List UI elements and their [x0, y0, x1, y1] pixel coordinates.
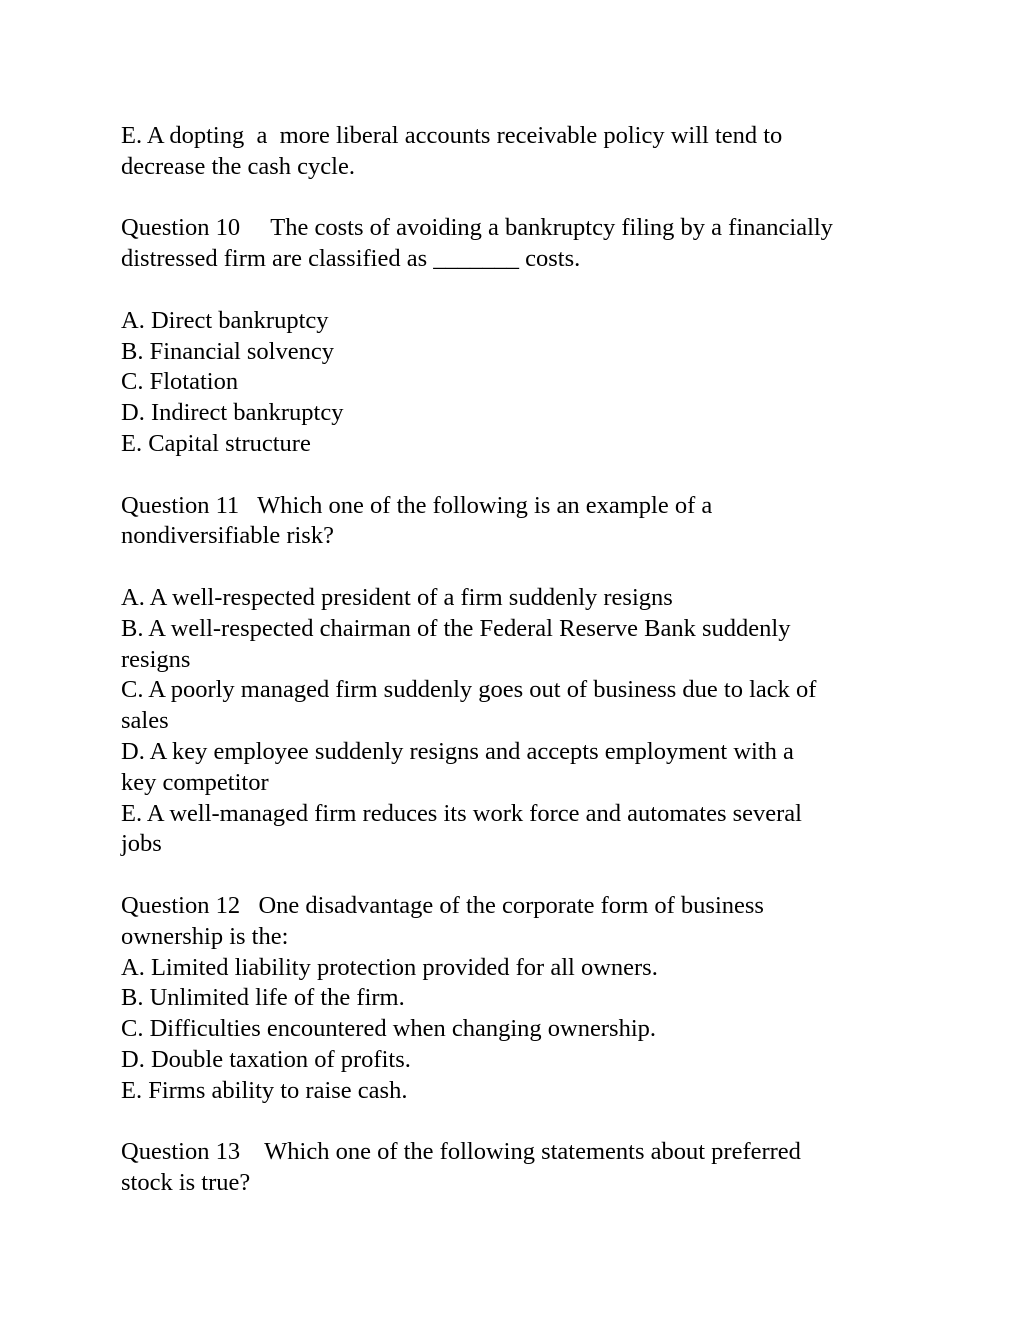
paragraph-gap: [121, 1107, 921, 1138]
option-line: B. Unlimited life of the firm.: [121, 984, 405, 1012]
option-line: E. Capital structure: [121, 429, 311, 457]
paragraph-gap: [121, 552, 921, 583]
text-line: Question 13 Which one of the following statements about preferred: [121, 1138, 801, 1166]
question-10-prompt: [121, 213, 921, 275]
text-line: ownership is the:: [121, 922, 289, 950]
text-line: Question 12 One disadvantage of the corporate form of business: [121, 891, 764, 919]
text-line: distressed firm are classified as _______ costs.: [121, 245, 581, 273]
option-line: C. A poorly managed firm suddenly goes out of business due to lack of: [121, 676, 817, 704]
paragraph-gap: [121, 460, 921, 491]
option-line: A. A well-respected president of a firm suddenly resigns: [121, 583, 673, 611]
question-11-options: [121, 583, 921, 860]
paragraph-gap: [121, 275, 921, 306]
text-line: E. A dopting a more liberal accounts receivable policy will tend to: [121, 122, 783, 149]
paragraph-gap: [121, 860, 921, 891]
option-line: E. Firms ability to raise cash.: [121, 1076, 408, 1104]
option-line: C. Flotation: [121, 368, 239, 396]
option-line: sales: [121, 707, 169, 735]
question-13-prompt: [121, 1137, 921, 1199]
paragraph-gap: [121, 183, 921, 214]
option-line: D. A key employee suddenly resigns and accepts employment with a: [121, 737, 794, 765]
question-12-block: [121, 891, 921, 1107]
option-line: E. A well-managed firm reduces its work force and automates several: [121, 799, 802, 827]
question-11-prompt: [121, 491, 921, 553]
text-line: stock is true?: [121, 1169, 251, 1197]
option-line: jobs: [121, 830, 162, 858]
option-line: B. A well-respected chairman of the Federal Reserve Bank suddenly: [121, 614, 791, 642]
text-line: Question 11 Which one of the following is an example of a: [121, 491, 713, 519]
option-line: C. Difficulties encountered when changing ownership.: [121, 1015, 657, 1043]
option-line: A. Limited liability protection provided for all owners.: [121, 953, 658, 981]
text-line: decrease the cash cycle.: [121, 152, 355, 180]
text-line: Question 10 The costs of avoiding a bankruptcy filing by a financially: [121, 214, 833, 242]
option-line: key competitor: [121, 768, 269, 796]
answer-option-e-block: [121, 121, 921, 183]
option-line: D. Indirect bankruptcy: [121, 399, 344, 427]
text-line: nondiversifiable risk?: [121, 522, 334, 550]
option-line: B. Financial solvency: [121, 337, 334, 365]
option-line: resigns: [121, 645, 191, 673]
option-line: A. Direct bankruptcy: [121, 306, 329, 334]
option-line: D. Double taxation of profits.: [121, 1045, 411, 1073]
question-10-options: [121, 306, 921, 460]
document-body: [121, 121, 921, 1199]
